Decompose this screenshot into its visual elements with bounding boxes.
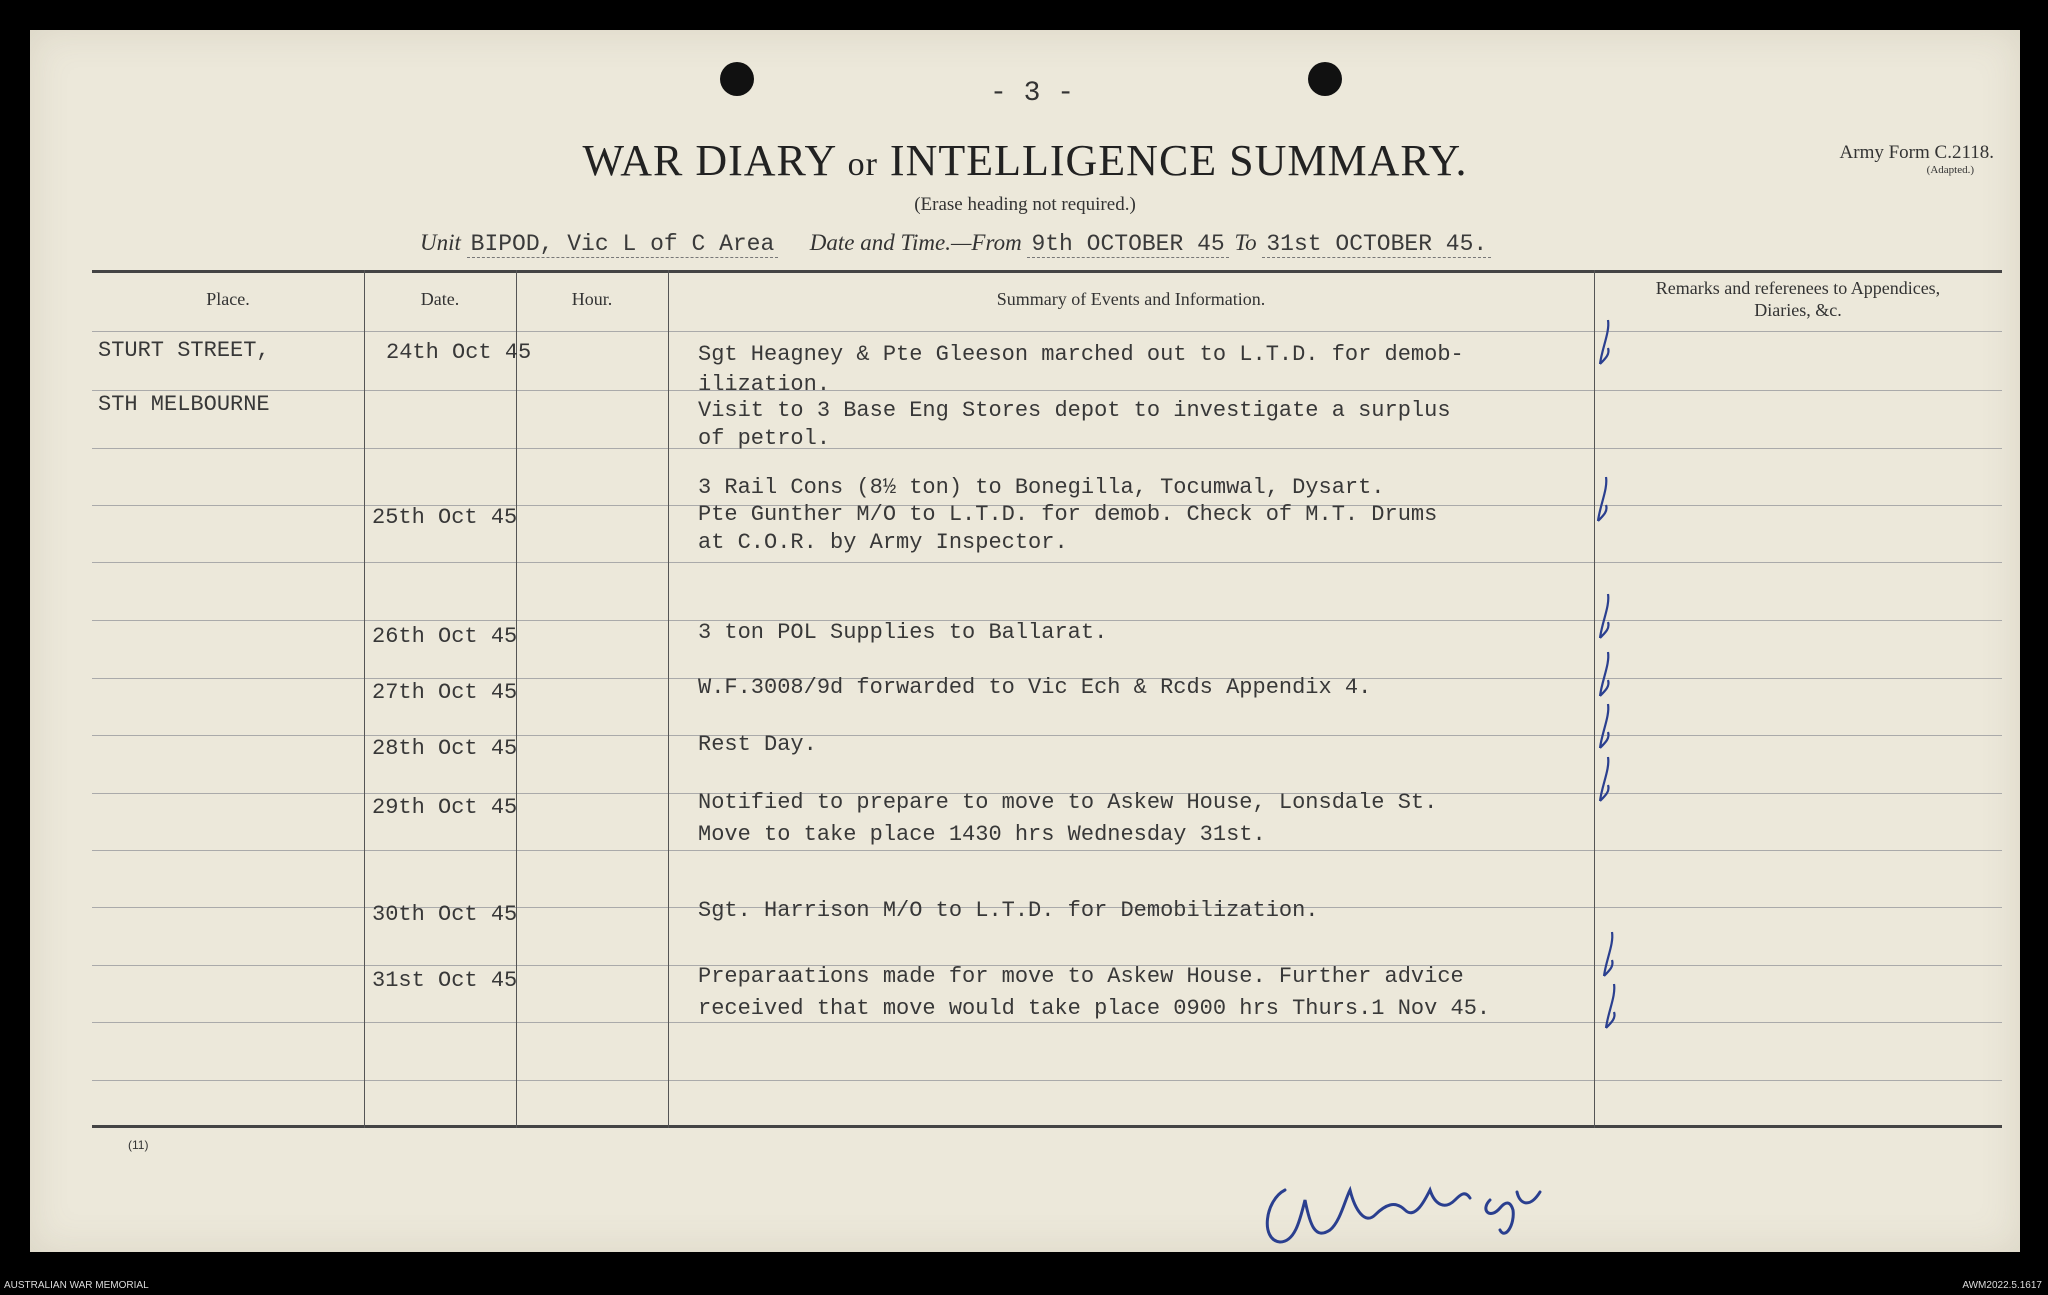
row-rule — [92, 390, 2002, 391]
footer-accession: AWM2022.5.1617 — [1962, 1280, 2042, 1291]
army-form-adapted: (Adapted.) — [1926, 164, 1974, 176]
checkmark-icon — [1596, 650, 1616, 700]
army-form-label — [1840, 142, 1994, 176]
summary-line: at C.O.R. by Army Inspector. — [698, 530, 1068, 555]
row-rule — [92, 448, 2002, 449]
place-line: STH MELBOURNE — [98, 392, 270, 417]
footer-source: AUSTRALIAN WAR MEMORIAL — [4, 1280, 149, 1291]
diary-page — [30, 30, 2020, 1252]
header-place: Place. — [206, 289, 250, 310]
summary-line: Visit to 3 Base Eng Stores depot to investigate a surplus — [698, 398, 1451, 423]
checkmark-icon — [1596, 755, 1616, 805]
header-date: Date. — [420, 289, 460, 310]
header-summary: Summary of Events and Information. — [996, 289, 1266, 310]
unit-value: BIPOD, Vic L of C Area — [467, 231, 779, 258]
header-rule — [92, 331, 2002, 332]
row-rule — [92, 1080, 2002, 1081]
checkmark-icon — [1596, 318, 1616, 368]
date-cell: 29th Oct 45 — [372, 795, 518, 820]
col-rule — [1594, 270, 1595, 1128]
checkmark-icon — [1596, 592, 1616, 642]
summary-line: Sgt Heagney & Pte Gleeson marched out to L.T.D. for demob- — [698, 342, 1464, 367]
row-rule — [92, 1022, 2002, 1023]
date-to-label: To — [1234, 230, 1257, 255]
unit-label: Unit — [420, 230, 461, 255]
summary-line: Pte Gunther M/O to L.T.D. for demob. Check of M.T. Drums — [698, 502, 1438, 527]
row-rule — [92, 850, 2002, 851]
date-cell: 24th Oct 45 — [386, 340, 532, 365]
diary-table — [92, 270, 2002, 1128]
page-title — [30, 135, 2020, 186]
title-or: or — [847, 146, 878, 183]
date-cell: 26th Oct 45 — [372, 624, 518, 649]
summary-line: ilization. — [698, 372, 831, 397]
date-cell: 30th Oct 45 — [372, 902, 518, 927]
summary-line: Move to take place 1430 hrs Wednesday 31st. — [698, 822, 1266, 847]
date-cell: 25th Oct 45 — [372, 505, 518, 530]
page-number: - 3 - — [990, 78, 1075, 109]
signature — [1255, 1130, 1585, 1260]
army-form-number: Army Form C.2118. — [1839, 142, 1994, 163]
table-bottom-rule — [92, 1125, 2002, 1128]
date-from-label: Date and Time.—From — [809, 230, 1022, 255]
unit-line — [420, 230, 1491, 257]
date-cell: 27th Oct 45 — [372, 680, 518, 705]
summary-line: Notified to prepare to move to Askew House, Lonsdale St. — [698, 790, 1438, 815]
subtitle: (Erase heading not required.) — [914, 194, 1136, 215]
row-rule — [92, 562, 2002, 563]
summary-line: 3 Rail Cons (8½ ton) to Bonegilla, Tocumwal, Dysart. — [698, 475, 1385, 500]
summary-line: received that move would take place 0900 hrs Thurs.1 Nov 45. — [698, 996, 1491, 1021]
checkmark-icon — [1602, 982, 1622, 1032]
summary-line: Rest Day. — [698, 732, 817, 757]
checkmark-icon — [1594, 475, 1614, 525]
punch-hole-right — [1308, 62, 1342, 96]
checkmark-icon — [1596, 702, 1616, 752]
form-number: (11) — [128, 1138, 149, 1152]
date-cell: 31st Oct 45 — [372, 968, 518, 993]
summary-line: Sgt. Harrison M/O to L.T.D. for Demobilization. — [698, 898, 1319, 923]
summary-line: Preparaations made for move to Askew House. Further advice — [698, 964, 1464, 989]
punch-hole-left — [720, 62, 754, 96]
summary-line: of petrol. — [698, 426, 831, 451]
checkmark-icon — [1600, 930, 1620, 980]
header-remarks: Remarks and referenees to Appendices, Diaries, &c. — [1655, 278, 1941, 320]
place-line: STURT STREET, — [98, 338, 270, 363]
header-hour: Hour. — [571, 289, 613, 310]
date-from-value: 9th OCTOBER 45 — [1027, 231, 1228, 258]
summary-line: W.F.3008/9d forwarded to Vic Ech & Rcds Appendix 4. — [698, 675, 1372, 700]
col-rule — [364, 270, 365, 1128]
col-rule — [668, 270, 669, 1128]
title-main: WAR DIARY — [582, 136, 836, 185]
title-second: INTELLIGENCE SUMMARY. — [889, 136, 1468, 185]
date-cell: 28th Oct 45 — [372, 736, 518, 761]
date-to-value: 31st OCTOBER 45. — [1262, 231, 1491, 258]
summary-line: 3 ton POL Supplies to Ballarat. — [698, 620, 1108, 645]
